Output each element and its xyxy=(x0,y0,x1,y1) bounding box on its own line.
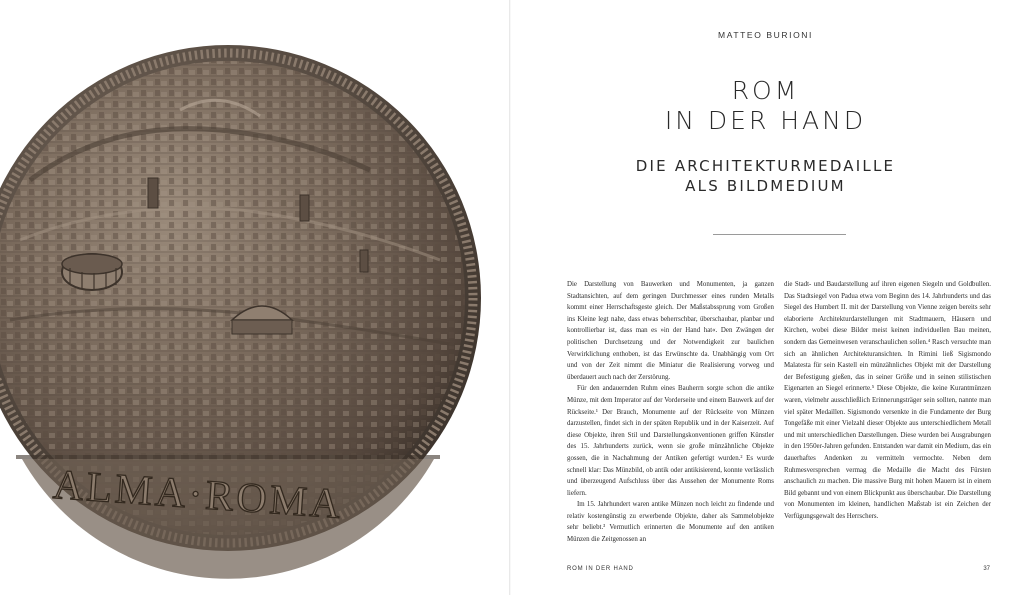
text-column-left xyxy=(567,279,774,546)
paragraph: Im 15. Jahrhundert waren antike Münzen noch leicht zu findende und relativ kostengünstig zu erwerbende Objekte, daher als Sammelobjekte sehr beliebt.³ Vermutlich erinnerten die Monumente auf den antiken Münzen die Zeitgenossen an xyxy=(567,501,774,544)
chapter-subtitle xyxy=(511,156,1020,196)
running-head: ROM IN DER HAND xyxy=(567,566,634,572)
chapter-title xyxy=(511,76,1020,136)
author-name: MATTEO BURIONI xyxy=(718,30,813,40)
colosseum-relief xyxy=(62,254,122,290)
medal-coin xyxy=(0,45,481,579)
chapter-title-line-2: IN DER HAND xyxy=(664,106,867,135)
paragraph: die Stadt- und Baudarstellung auf ihren eigenen Siegeln und Goldbullen. Das Stadtsiegel von Padua etwa vom Beginn des 14. Jahrhunderts und das Siegel des Humbert II. mit der Darstellung von Vienne zeigen bereits sehr elaborierte Architekturdarstellungen mit Stadtmauern, Häusern und Kirchen, wobei diese Bilder meist keinen individuellen Bau meinen, sondern das Gemeinwesen veranschaulichen sollen.⁴ Rasch versuchte man sich an ähnlichen Architekturansichten. In Rimini ließ Sigismondo Malatesta für sein Kastell ein münzähnliches Objekt mit der Darstellung der Befestigung gießen, das in seiner Größe und in seinen stilistischen Eigenarten an Siegel erinnerte.⁵ Diese Objekte, die keine Kurantmünzen waren, vielmehr ausschließlich Erinnerungsträger sein sollten, nannte man viel später Medaillen. Sigismondo versenkte in die Fundamente der Burg Tongefäße mit einer Vielzahl dieser Objekte aus unterschiedlichem Metall und mit unterschiedlichen Darstellungen. Diese wurden bei Ausgrabungen in den 1950er-Jahren gefunden. Entstanden war damit ein Medium, das ein dauerhaftes Andenken zu vermitteln vermochte. Neben dem Ruhmesversprechen vermag die Medaille die Macht des Fürsten anschaulich zu machen. Die massive Burg mit hohen Mauern ist in einem Bild gebannt und von einem Blickpunkt aus überschaubar. Die Darstellung von Monumenten im kleinen, handlichen Maßstab ist ein Zeichen der Verfügungsgewalt des Herrschers. xyxy=(784,281,991,520)
title-divider xyxy=(713,234,846,235)
text-column-right xyxy=(784,279,991,522)
medal-inscription: ALMA·ROMA xyxy=(51,461,345,529)
chapter-subtitle-line-2: ALS BILDMEDIUM xyxy=(685,177,846,195)
paragraph: Die Darstellung von Bauwerken und Monumenten, ja ganzen Stadtansichten, auf dem geringen Durchmesser eines runden Metalls kommt einer Herrschaftsgeste gleich. Der Maßstabssprung vom Großen ins Kleine legt nahe, dass etwas beherrschbar, überschaubar, planbar und kontrollierbar ist, dass man es »in der Hand hat«. Den Zwängen der politischen Durchsetzung und der Notwendigkeit zur baulichen Verwirklichung enthoben, ist das Erwünschte da. Unabhängig vom Ort und von der Zeit nimmt die Miniatur die Realisierung vorweg und überdauert auch nach der Zerstörung. xyxy=(567,281,774,381)
chapter-title-line-1: ROM xyxy=(731,76,800,105)
page-number: 37 xyxy=(983,566,990,572)
right-page xyxy=(511,0,1020,595)
chapter-subtitle-line-1: DIE ARCHITEKTURMEDAILLE xyxy=(635,157,896,175)
paragraph: Für den andauernden Ruhm eines Bauherrn sorgte schon die antike Münze, mit dem Imperator auf der Vorderseite und einem Bauwerk auf der Rückseite.¹ Der Brauch, Monumente auf der Rückseite von Münzen darzustellen, findet sich in der späten Republik und in der Kaiserzeit. Auf diese Objekte, ihren Stil und Darstellungskonventionen griffen Künstler des 15. Jahrhunderts zurück, wenn sie große münzähnliche Objekte gossen, die in Nachahmung der Antiken gefertigt wurden.² Es wurde schnell klar: Das Münzbild, ob antik oder antikisierend, konnte verlässlich und überzeugend Aufschluss über das Aussehen der Monumente Roms liefern. xyxy=(567,385,774,497)
